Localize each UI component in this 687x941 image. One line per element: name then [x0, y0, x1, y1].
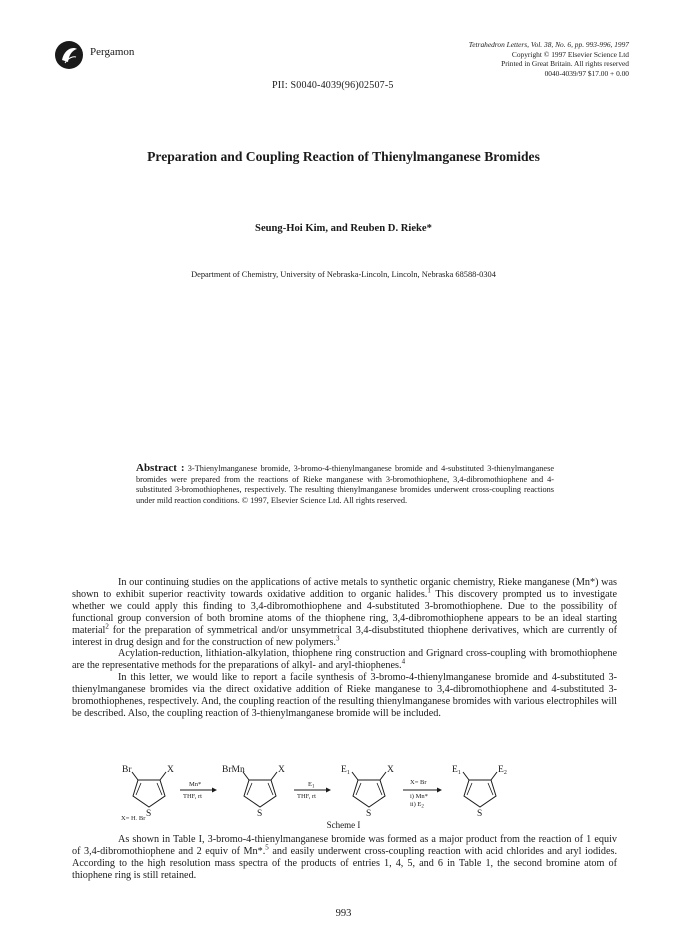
ref-1: 1 — [427, 586, 431, 595]
paragraph-letter-scope: In this letter, we would like to report a facile synthesis of 3-bromo-4-thienylmanganese bromide and 4-substituted 3-thienylmanganese bromides via the direct oxidative addition of Rieke manganese to 3,4-dibromothiophene and 4-substituted 3-bromothiophenes, respectively. And, the coupling reaction of the resulting thienylmanganese bromides with various electrophiles will be described. Also, the coupling reaction of 3-thienylmanganese bromide will be included. — [72, 672, 617, 719]
svg-text:X: X — [278, 765, 285, 775]
arrow-3 — [403, 779, 442, 810]
svg-text:BrMn: BrMn — [222, 765, 245, 775]
svg-text:S: S — [146, 809, 152, 819]
paragraph-table-discussion: As shown in Table I, 3-bromo-4-thienylmanganese bromide was formed as a major product from the reaction of 1 equiv of 3,4-dibromothiophene and 2 equiv of Mn*.$^5$ and easily underwent cross-coupling reaction with acid chlorides and aryl iodides. According to the high resolution mass spectra of the products of entries 1, 4, 5, and 6 in Table 1, the second bromine atom of thiophene ring is still retained. — [72, 834, 617, 881]
svg-text:E2: $E_2$ — [498, 765, 507, 776]
copyright-line: Copyright © 1997 Elsevier Science Ltd — [511, 49, 629, 59]
svg-text:i) Mn*: i) Mn* — [410, 793, 428, 800]
molecule-disubstituted-thiophene — [452, 765, 507, 819]
scheme-caption: Scheme I — [326, 820, 361, 830]
abstract-label: Abstract : — [136, 462, 185, 474]
body-text-lower — [72, 834, 617, 882]
molecule-dibromothiophene — [122, 765, 174, 819]
publisher-name: Pergamon — [90, 46, 135, 58]
pergamon-logo — [54, 40, 84, 70]
svg-text:X: X — [167, 765, 174, 775]
affiliation: Department of Chemistry, University of Nebraska-Lincoln, Lincoln, Nebraska 68588-0304 — [191, 270, 496, 279]
svg-text:ii) E2: ii) $E_2$ — [410, 801, 424, 810]
svg-text:S: S — [477, 809, 483, 819]
svg-text:Mn*: Mn* — [189, 781, 202, 788]
svg-text:X= Br: X= Br — [410, 779, 427, 786]
ref-4: 4 — [401, 657, 406, 666]
svg-text:E1: $E_1$ — [308, 781, 315, 790]
scheme-note: X= H, Br — [121, 815, 146, 820]
journal-info — [329, 40, 629, 78]
molecule-thienylmanganese — [222, 765, 285, 819]
ref-2: 2 — [105, 622, 109, 631]
svg-text:THF, rt: THF, rt — [183, 793, 202, 800]
svg-text:X: X — [387, 765, 394, 775]
paper-title: Preparation and Coupling Reaction of Thienylmanganese Bromides — [147, 149, 540, 164]
svg-text:THF, rt: THF, rt — [297, 793, 316, 800]
printed-line: Printed in Great Britain. All rights reserved — [501, 59, 629, 69]
scheme-1-diagram — [116, 764, 576, 820]
ref-5: 5 — [265, 843, 269, 852]
ref-3: 3 — [335, 634, 340, 643]
arrow-1 — [180, 781, 217, 800]
svg-text:Br: Br — [122, 765, 132, 775]
molecule-e1-thiophene — [341, 765, 394, 819]
svg-text:E1: $E_1$ — [341, 765, 350, 776]
svg-text:S: S — [366, 809, 372, 819]
author-list: Seung-Hoi Kim, and Reuben D. Rieke* — [255, 223, 432, 234]
pii-identifier: PII: S0040-4039(96)02507-5 — [272, 80, 394, 91]
issn-price-line: 0040-4039/97 $17.00 + 0.00 — [544, 68, 629, 78]
body-text-upper — [72, 577, 617, 720]
journal-citation: Tetrahedron Letters, Vol. 38, No. 6, pp. 993-996, 1997 — [468, 40, 629, 49]
svg-text:S: S — [257, 809, 263, 819]
svg-text:E1: $E_1$ — [452, 765, 461, 776]
paragraph-methods: Acylation-reduction, lithiation-alkylation, thiophene ring construction and Grignard cross-coupling with bromothiophene are the representative methods for the preparations of alkyl- and aryl-thiophenes.$^4$ — [72, 648, 617, 672]
page-number: 993 — [335, 908, 352, 919]
arrow-2 — [294, 781, 331, 800]
abstract — [136, 463, 554, 506]
paragraph-intro: In our continuing studies on the applications of active metals to synthetic organic chemistry, Rieke manganese (Mn*) was shown to exhibit superior reactivity towards oxidative addition to organic halides.$^1$ This discovery prompted us to investigate whether we could apply this finding to 3,4-dibromothiophene and 4-substituted 3-bromothiophene. Due to the possibility of functional group conversion of both bromine atoms of the thiophene ring, 3,4-dibromothiophene appears to be an ideal starting material$^2$ for the preparation of symmetrical and/or unsymmetrical 3,4-disubstituted thiophene derivatives, which are currently of interest in drug design and for the construction of new polymers.$^3$ — [72, 577, 617, 648]
abstract-text: 3-Thienylmanganese bromide, 3-bromo-4-thienylmanganese bromide and 4-substituted 3-thienylmanganese bromides were prepared from the reactions of Rieke manganese with 3-bromothiophene, 3,4-dibromothiophene and 4-substituted 3-bromothiophenes, respectively. The resulting thienylmanganese bromides underwent cross-coupling reactions under mild reaction conditions. © 1997, Elsevier Science Ltd. All rights reserved. — [136, 464, 555, 505]
